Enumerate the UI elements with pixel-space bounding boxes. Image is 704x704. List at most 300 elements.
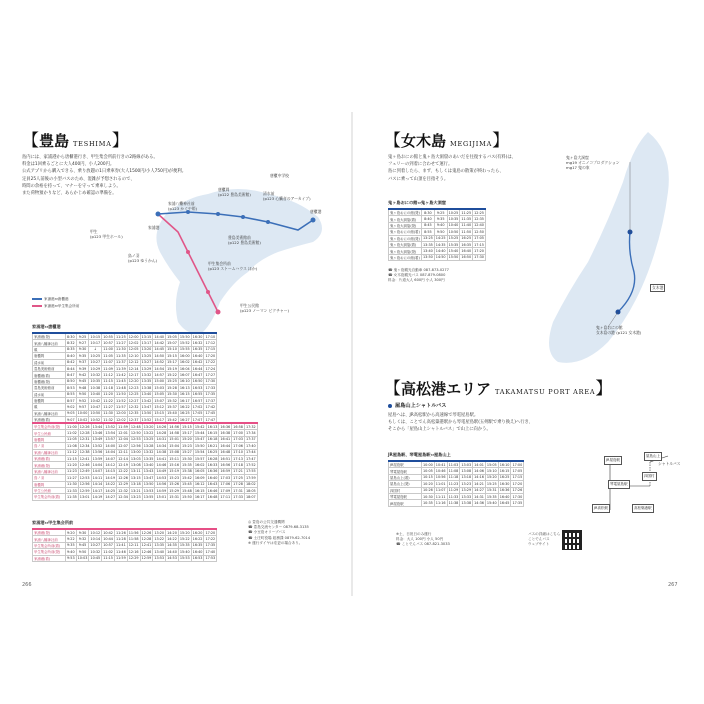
time-cell: 16:40 xyxy=(499,494,510,499)
time-cell: 17:35 xyxy=(205,543,216,548)
time-cell: 9:35 xyxy=(434,216,447,222)
note-line: 料金：大人 100円 小人 50円 xyxy=(396,537,444,542)
time-cell: 13:52 xyxy=(141,417,152,422)
stop-name-cell: 鬼ヶ島大洞窟(発) xyxy=(389,248,422,254)
time-cell: 17:00 xyxy=(233,431,243,436)
time-cell: 15:50 xyxy=(182,494,192,499)
time-cell: 12:34 xyxy=(118,494,128,499)
time-cell: 9:42 xyxy=(76,372,89,378)
time-cell: 12:35 xyxy=(128,411,139,416)
time-cell: 16:40 xyxy=(461,249,472,254)
time-cell: 14:16 xyxy=(474,475,484,480)
time-cell: 11:52 xyxy=(115,398,126,403)
note-line: ☎ 鬼ヶ島観光自動車 087-873-0277 xyxy=(388,268,449,272)
time-cell: 14:40 xyxy=(154,334,165,339)
time-cell: 8:45 xyxy=(422,222,435,228)
time-cell: 12:05 xyxy=(128,347,139,352)
time-cell: 11:45 xyxy=(115,379,126,384)
time-cell: 13:55 xyxy=(143,494,154,499)
time-cell: 16:50 xyxy=(192,379,203,384)
bracket-close: 】 xyxy=(595,379,613,399)
stop-name-cell: 家浦港(発) xyxy=(33,529,66,536)
time-cell: 10:05 xyxy=(423,469,433,474)
time-cell: 13:25 xyxy=(423,236,433,241)
time-cell: 11:07 xyxy=(435,488,446,493)
page-number-right: 267 xyxy=(668,582,678,588)
time-cell: 10:30 xyxy=(423,494,433,499)
time-cell: 10:27 xyxy=(90,543,101,548)
time-cell: 17:25 xyxy=(233,475,243,480)
time-cell: 16:15 xyxy=(207,431,218,436)
time-cell: 15:20 xyxy=(486,475,497,480)
map-label-koubo xyxy=(208,262,257,272)
time-cell: 8:55 xyxy=(67,392,75,397)
time-cell: 15:07 xyxy=(167,341,177,346)
stop-name-cell: 甲生集会所前(着) xyxy=(33,494,66,500)
note-line: ☎ 豊島交流センター 0879-68-3135 xyxy=(248,525,309,530)
time-cell: 16:55 xyxy=(192,392,203,397)
time-cell: 15:19 xyxy=(167,366,177,371)
time-cell: 12:02 xyxy=(128,341,139,346)
time-cell: 15:01 xyxy=(169,437,180,442)
stop-name-cell: 唐櫃岡 xyxy=(33,353,66,359)
label-cave-sub2: mg17 鬼の家 xyxy=(566,164,590,170)
time-cell: 10:46 xyxy=(435,469,446,474)
note-line: ☎ 土庄町役場 総務課 0879-62-7014 xyxy=(248,535,311,540)
time-cell: 11:12 xyxy=(103,373,113,378)
note-line: ☎ 女木島観光バス 087-879-0800 xyxy=(388,273,446,278)
time-cell: 10:40 xyxy=(90,392,101,397)
time-cell: 15:23 xyxy=(182,443,192,448)
time-cell: 15:07 xyxy=(154,398,165,403)
time-cell: 13:38 xyxy=(461,501,472,506)
time-cell: 14:53 xyxy=(156,475,167,480)
map-label-cave xyxy=(566,156,620,170)
time-cell: 13:44 xyxy=(92,424,103,429)
time-cell: 12:32 xyxy=(118,488,128,493)
time-cell: 17:13 xyxy=(233,456,243,461)
time-cell: 11:58 xyxy=(128,537,139,542)
time-cell: ↓ xyxy=(89,346,102,352)
time-cell: 12:59 xyxy=(141,556,152,561)
note-line: ☎ 小豆島オリーブバス xyxy=(248,530,286,535)
qr-caption xyxy=(528,532,560,548)
table-row xyxy=(389,500,524,506)
time-cell: 16:59 xyxy=(220,469,231,474)
intro-line: 定員25人前後の小型バスのため、混雑が予想されるので、 xyxy=(22,176,135,182)
time-cell: 11:00 xyxy=(103,347,113,352)
time-cell: 16:58 xyxy=(233,424,243,429)
time-cell: 16:15 xyxy=(499,469,510,474)
stop-name-cell: 唐櫃港(着) xyxy=(33,372,66,378)
time-cell: 14:22 xyxy=(167,537,177,542)
time-cell: 15:15 xyxy=(167,353,177,358)
time-cell: 9:05 xyxy=(67,411,75,416)
time-cell: 15:37 xyxy=(167,404,177,409)
time-cell: 12:00 xyxy=(115,411,126,416)
qr-code[interactable] xyxy=(562,530,582,550)
time-cell: 12:11 xyxy=(128,543,139,548)
time-cell: 12:12 xyxy=(128,360,139,365)
time-cell: 12:49 xyxy=(79,469,90,474)
time-cell: 8:40 xyxy=(67,353,75,358)
label-karato-oka-sub: (p122 豊島美術館) xyxy=(218,191,251,197)
time-cell: 17:20 xyxy=(205,530,216,535)
stop-name-cell: 家浦港(発) xyxy=(33,462,66,468)
time-cell: 13:53 xyxy=(143,488,154,493)
stop-name-cell: 家浦港(着) xyxy=(33,555,66,561)
time-cell: 17:34 xyxy=(245,431,256,436)
stop-karato-oka xyxy=(216,212,220,216)
time-cell: 14:34 xyxy=(156,443,167,448)
time-cell: 12:59 xyxy=(79,488,90,493)
time-cell: 9:45 xyxy=(76,378,89,384)
time-cell: 14:14 xyxy=(92,482,103,487)
time-cell: 11:09 xyxy=(103,366,113,371)
stop-name-cell: JR屋島駅 xyxy=(389,500,422,506)
time-cell: 13:40 xyxy=(154,549,165,554)
time-cell: 16:36 xyxy=(207,469,218,474)
time-cell: 17:15 xyxy=(512,475,523,480)
time-cell: 12:53 xyxy=(130,437,141,442)
time-cell: 16:35 xyxy=(192,543,203,548)
time-cell: 12:41 xyxy=(79,456,90,461)
time-cell: 10:47 xyxy=(90,404,101,409)
time-cell: 16:17 xyxy=(179,398,190,403)
stop-name-cell: 豊島美術館前 xyxy=(33,365,66,371)
table-row xyxy=(33,333,217,340)
time-cell: 17:53 xyxy=(205,556,216,561)
label-kominkan-sub: (p123 ノーマン ピクチャー) xyxy=(240,307,289,313)
time-cell: 17:05 xyxy=(512,469,523,474)
time-cell: 17:12 xyxy=(205,341,216,346)
time-cell: 14:40 xyxy=(435,249,446,254)
label-cave: 鬼ヶ島大洞窟 xyxy=(566,155,589,160)
note-line: 料金：片道大人 600円 小人 300円 xyxy=(388,278,445,283)
time-cell: 15:25 xyxy=(167,379,177,384)
time-cell: 13:29 xyxy=(461,488,472,493)
stop-name-cell: 琴電屋島駅 xyxy=(389,468,422,474)
time-cell: 15:15 xyxy=(154,411,165,416)
time-cell: 11:07 xyxy=(103,360,113,365)
time-cell: 17:42 xyxy=(205,404,216,409)
time-cell: 9:50 xyxy=(434,229,447,235)
time-cell: 13:50 xyxy=(141,411,152,416)
bracket-close: 】 xyxy=(492,131,510,151)
time-cell: 9:37 xyxy=(76,359,89,365)
time-cell: 15:40 xyxy=(448,249,459,254)
time-cell: 15:17 xyxy=(182,431,192,436)
stop-name-cell: 鬼ヶ島おにの館(発) xyxy=(390,236,420,241)
time-cell: 16:17 xyxy=(194,494,205,499)
time-cell: 12:19 xyxy=(118,463,128,468)
book-gutter xyxy=(351,112,353,596)
time-cell: 10:14 xyxy=(90,537,101,542)
time-cell: 13:23 xyxy=(130,494,141,499)
time-cell: 14:20 xyxy=(167,530,177,535)
time-cell: 11:15 xyxy=(67,456,77,461)
route-label-shuttle: シャトルバス xyxy=(658,461,681,466)
time-cell: 15:52 xyxy=(179,341,190,346)
time-cell: 13:20 xyxy=(141,347,152,352)
time-cell: 11:33 xyxy=(448,494,459,499)
time-cell: 10:40 xyxy=(448,223,459,228)
time-cell: 12:26 xyxy=(79,424,90,429)
time-cell: 16:38 xyxy=(220,431,231,436)
stop-name-cell: 鬼ヶ島おにの館(発) xyxy=(389,209,422,216)
time-cell: 16:57 xyxy=(192,398,203,403)
time-cell: 11:46 xyxy=(115,549,126,554)
label-museum: 豊島美術館前 xyxy=(228,235,251,240)
time-cell: 14:50 xyxy=(154,353,165,358)
label-kominkan: 甲生公民館 xyxy=(240,303,259,308)
time-cell: 11:39 xyxy=(115,366,126,371)
time-cell: 13:03 xyxy=(461,462,472,467)
route-box-jr-yashima: JR屋島駅 xyxy=(604,456,622,465)
time-cell: 11:02 xyxy=(67,431,77,436)
time-cell: 11:12 xyxy=(67,450,77,455)
time-cell: 14:25 xyxy=(105,488,116,493)
label-port-sub: 女木島の港 (p121 女木港) xyxy=(596,329,642,335)
stop-shimizu xyxy=(241,215,245,219)
label-ieura: 家浦港 xyxy=(148,225,160,230)
legend-karato xyxy=(32,297,69,302)
time-cell: 12:00 xyxy=(128,334,139,339)
time-cell: 15:31 xyxy=(169,494,180,499)
time-cell: 15:50 xyxy=(194,443,205,448)
intro-line: バスに乗って山頂を目指そう。 xyxy=(388,176,449,182)
time-cell: 10:35 xyxy=(448,217,459,222)
time-cell: 14:50 xyxy=(435,255,446,260)
intro-line: そこから「屋島山上シャトルバス」で山上に向かう。 xyxy=(388,427,491,433)
legend-swatch-blue xyxy=(32,298,42,300)
time-cell: 12:16 xyxy=(128,549,139,554)
time-cell: 17:05 xyxy=(192,411,203,416)
time-cell: 14:40 xyxy=(167,549,177,554)
time-cell: 14:54 xyxy=(154,366,165,371)
time-cell: 17:31 xyxy=(233,488,243,493)
time-cell: 11:27 xyxy=(67,475,77,480)
time-cell: 9:57 xyxy=(76,404,89,410)
time-cell: 13:50 xyxy=(143,482,154,487)
stop-name-cell: 硯 xyxy=(33,346,66,352)
time-cell: 17:06 xyxy=(220,482,231,487)
time-cell: 11:50 xyxy=(461,229,472,234)
time-cell: 10:15 xyxy=(423,475,433,480)
time-cell: 14:11 xyxy=(92,475,103,480)
stop-name-cell: 清水前 xyxy=(33,391,66,397)
time-cell: 16:41 xyxy=(220,437,231,442)
time-cell: 17:22 xyxy=(205,537,216,542)
time-cell: 14:56 xyxy=(169,424,180,429)
time-cell: 15:22 xyxy=(167,373,177,378)
time-cell: 15:17 xyxy=(167,360,177,365)
label-torinoha: 鳥ノ羽 xyxy=(128,253,140,258)
time-cell: 15:47 xyxy=(194,437,205,442)
time-cell: 16:02 xyxy=(194,463,205,468)
time-cell: 15:32 xyxy=(167,398,177,403)
time-cell: 17:35 xyxy=(512,501,523,506)
time-cell: 10:57 xyxy=(103,543,113,548)
time-cell: 14:12 xyxy=(105,463,116,468)
time-cell: 13:32 xyxy=(143,450,154,455)
qr-caption-line: バスの詳細はこちら xyxy=(528,532,561,536)
label-hachiman: 家浦八幡神社前 xyxy=(168,201,195,206)
time-cell: 10:25 xyxy=(448,210,459,215)
stop-name-cell: 鳥ノ羽 xyxy=(33,475,66,481)
time-cell: 10:17 xyxy=(90,341,101,346)
time-cell: 13:15 xyxy=(141,334,152,339)
time-cell: 17:00 xyxy=(512,462,523,467)
time-cell: 13:54 xyxy=(105,431,116,436)
time-cell: 17:10 xyxy=(205,334,216,339)
time-cell: 9:40 xyxy=(67,549,75,554)
time-cell: 15:16 xyxy=(169,463,180,468)
time-cell: 13:53 xyxy=(154,556,165,561)
time-cell: 17:18 xyxy=(233,463,243,468)
time-cell: 14:07 xyxy=(105,456,116,461)
time-cell: 11:30 xyxy=(103,411,113,416)
time-cell: 11:42 xyxy=(115,373,126,378)
time-cell: 17:35 xyxy=(205,392,216,397)
time-cell: 17:37 xyxy=(245,437,256,442)
time-cell: 14:17 xyxy=(92,488,103,493)
time-cell: 12:28 xyxy=(141,537,152,542)
route-box-summit: 屋島山上 xyxy=(644,452,662,461)
time-cell: 13:18 xyxy=(461,475,472,480)
time-cell: 16:13 xyxy=(207,424,218,429)
time-cell: 14:56 xyxy=(156,482,167,487)
time-cell: 8:35 xyxy=(67,347,75,352)
time-cell: 11:15 xyxy=(103,379,113,384)
time-cell: 17:20 xyxy=(205,353,216,358)
time-cell: 17:47 xyxy=(245,456,256,461)
time-cell: 15:44 xyxy=(194,431,205,436)
time-cell: 11:29 xyxy=(448,488,459,493)
stop-name-cell: 硯 xyxy=(33,404,66,410)
stop-ieura xyxy=(156,212,161,217)
time-cell: 14:58 xyxy=(169,431,180,436)
label-shimizu: 清水前 xyxy=(263,191,275,196)
time-cell: 10:15 xyxy=(90,334,101,339)
time-cell: 11:25 xyxy=(461,210,472,215)
time-cell: 14:19 xyxy=(92,494,103,499)
time-cell: 16:46 xyxy=(207,488,218,493)
time-cell: 12:53 xyxy=(79,475,90,480)
stop-name-cell: JR屋島駅 xyxy=(389,461,422,468)
time-cell: 13:35 xyxy=(423,242,433,247)
time-cell: 15:25 xyxy=(486,481,497,486)
time-cell: 16:33 xyxy=(207,463,218,468)
time-cell: 13:11 xyxy=(130,469,141,474)
time-cell: 18:02 xyxy=(245,482,256,487)
time-cell: 12:26 xyxy=(141,530,152,535)
teshima-title xyxy=(22,126,129,151)
time-cell: 15:35 xyxy=(448,242,459,247)
time-cell: 13:08 xyxy=(461,469,472,474)
time-cell: 13:27 xyxy=(141,360,152,365)
stop-name-cell: 琴電屋島駅 xyxy=(389,493,422,499)
time-cell: 12:46 xyxy=(79,463,90,468)
time-cell: 12:31 xyxy=(79,437,90,442)
time-cell: 13:25 xyxy=(141,353,152,358)
time-cell: 11:15 xyxy=(103,556,113,561)
time-cell: 13:28 xyxy=(143,443,154,448)
time-cell: 10:44 xyxy=(103,537,113,542)
time-cell: 9:39 xyxy=(76,365,89,371)
teshima-timetable-karato xyxy=(32,332,217,423)
shuttle-heading-text: 屋島山上シャトルバス xyxy=(395,403,447,409)
time-cell: 16:07 xyxy=(179,373,190,378)
time-cell: 15:23 xyxy=(169,475,180,480)
time-cell: 16:35 xyxy=(192,347,203,352)
time-cell: 15:20 xyxy=(179,530,190,535)
time-cell: 15:55 xyxy=(179,347,190,352)
time-cell: 16:28 xyxy=(207,456,218,461)
page-number-left: 266 xyxy=(22,582,32,588)
time-cell: 10:35 xyxy=(423,501,433,506)
time-cell: 11:57 xyxy=(115,404,126,409)
teshima-title-ja: 豊島 xyxy=(39,132,70,150)
time-cell: 9:27 xyxy=(76,340,89,346)
time-cell: 13:46 xyxy=(92,431,103,436)
legend-swatch-pink xyxy=(32,305,42,307)
time-cell: 13:35 xyxy=(154,543,165,548)
time-cell: 17:37 xyxy=(205,398,216,403)
table-row xyxy=(389,254,486,260)
time-cell: 10:45 xyxy=(90,556,101,561)
stop-kominkan xyxy=(206,290,210,294)
time-cell: 13:52 xyxy=(105,424,116,429)
time-cell: 17:44 xyxy=(245,450,256,455)
time-cell: 9:30 xyxy=(76,346,89,352)
time-cell: 15:27 xyxy=(182,450,192,455)
time-cell: 15:05 xyxy=(486,462,497,467)
time-cell: 14:41 xyxy=(156,456,167,461)
time-cell: 13:47 xyxy=(141,404,152,409)
time-cell: 16:40 xyxy=(207,475,218,480)
time-cell: 9:40 xyxy=(434,222,447,228)
label-torinoha-sub: (p123 ゆうかん) xyxy=(128,257,158,263)
time-cell: 16:25 xyxy=(461,236,472,241)
time-cell: 13:47 xyxy=(143,475,154,480)
time-cell: 10:29 xyxy=(90,366,101,371)
time-cell: 13:29 xyxy=(141,366,152,371)
time-cell: 16:15 xyxy=(179,392,190,397)
table1-caption: 家浦港⇔唐櫃港 xyxy=(32,324,61,329)
time-cell: 10:27 xyxy=(90,360,101,365)
time-cell: 16:56 xyxy=(220,463,231,468)
time-cell: 17:11 xyxy=(220,494,231,499)
time-cell: 14:35 xyxy=(435,242,446,247)
time-cell: 10:50 xyxy=(90,411,101,416)
table-row xyxy=(389,461,524,468)
table-row xyxy=(33,529,217,536)
stop-name-cell: 唐櫃岡 xyxy=(33,436,66,442)
time-cell: 11:18 xyxy=(448,475,459,480)
stop-name-cell: 家浦港(発) xyxy=(33,333,66,340)
time-cell: 12:50 xyxy=(474,229,484,234)
time-cell: 16:21 xyxy=(207,443,218,448)
time-cell: 9:25 xyxy=(76,333,89,340)
time-cell: 14:00 xyxy=(105,443,116,448)
time-cell: 16:36 xyxy=(220,424,231,429)
note-line: ◎ 豊島の公共交通機関 xyxy=(248,520,285,524)
time-cell: 16:36 xyxy=(499,488,510,493)
takamatsu-title-ja: 高松港エリア xyxy=(401,380,492,398)
stop-koubo xyxy=(216,310,221,315)
time-cell: 10:00 xyxy=(77,411,88,416)
